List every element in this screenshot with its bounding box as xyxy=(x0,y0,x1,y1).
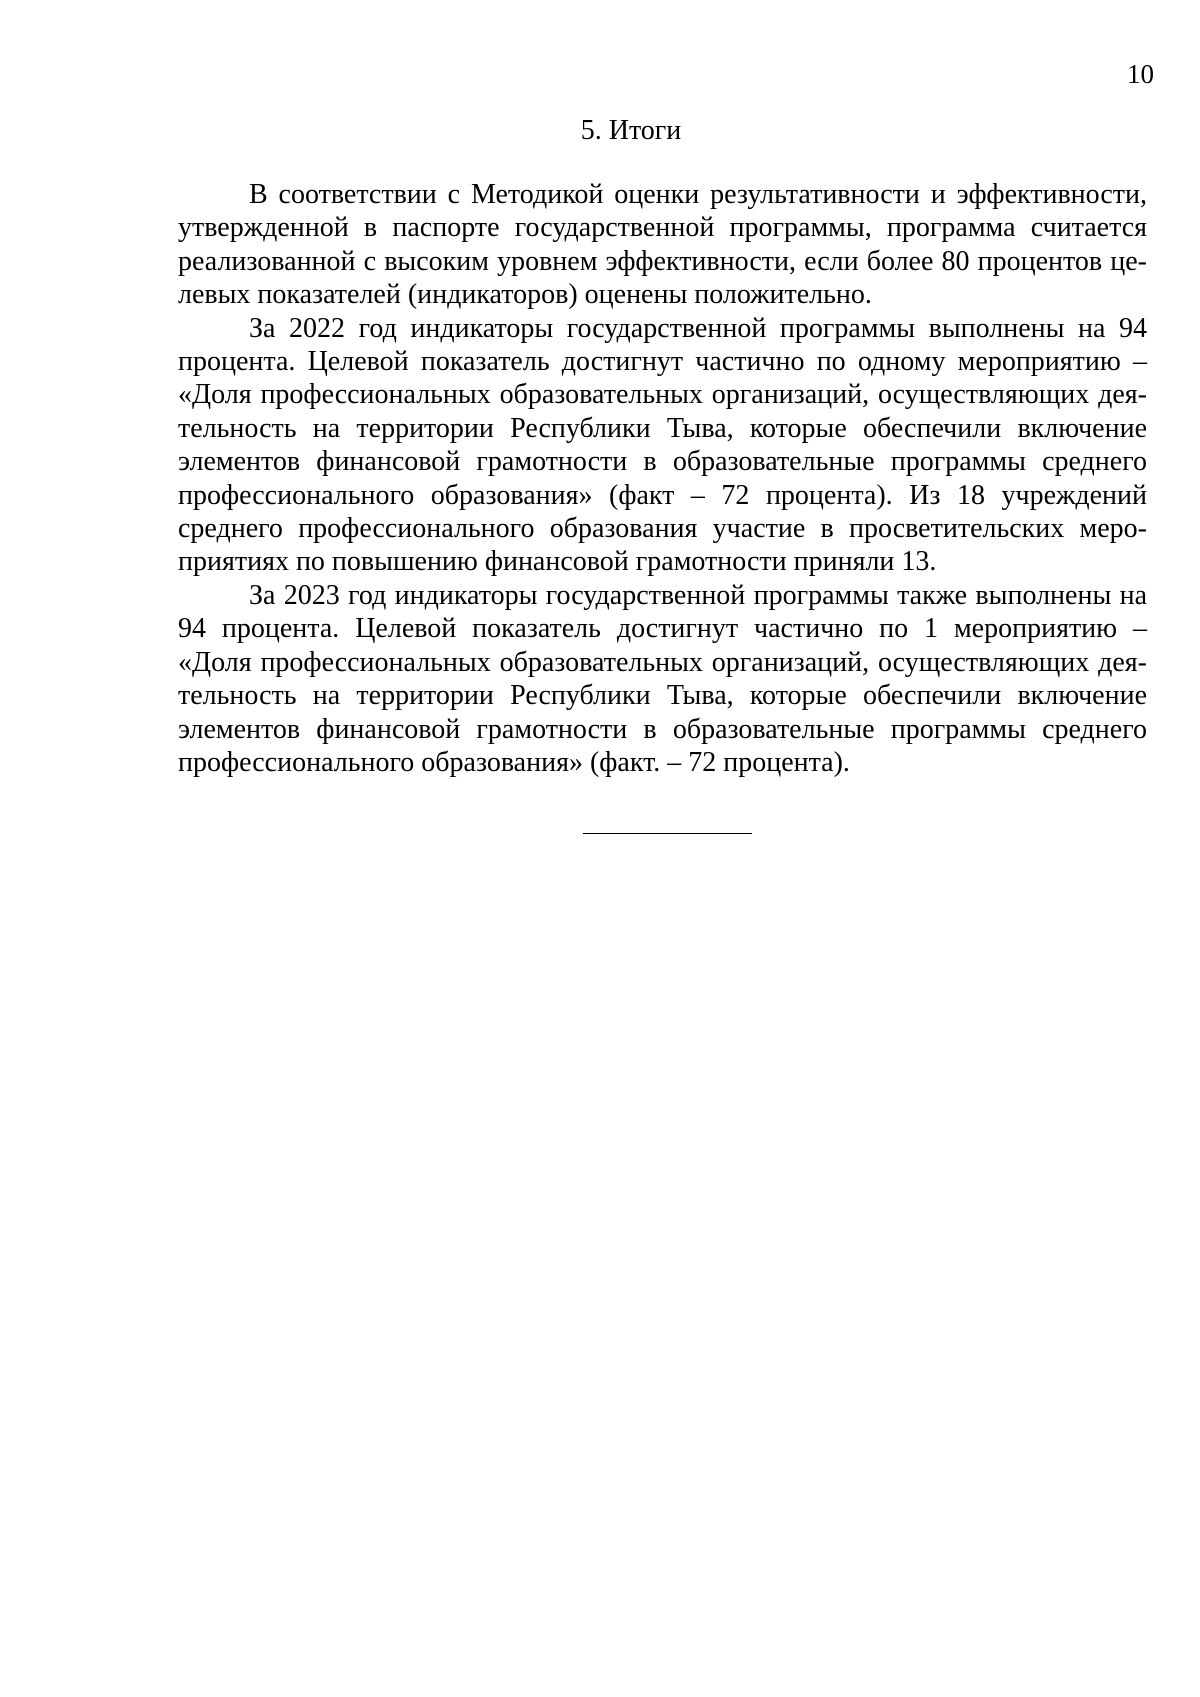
section-title: 5. Итоги xyxy=(580,115,682,146)
end-of-document-rule xyxy=(583,833,752,834)
paragraph-2022-results: За 2022 год индикаторы государственной программы выполнены на 94 процента. Целевой показатель достигнут частично по одному мероприятию – «Доля профессиональных образовательных организаций, осуществляющих деятельность на территории Республики Тыва, которые обеспечили включение элементов финансовой грамотности в образовательные программы среднего профессионального образования» (факт – 72 процента). Из 18 учреждений среднего профессионального образования участие в просветительских мероприятиях по повышению финансовой грамотности приняли 13. xyxy=(178,312,1147,578)
paragraph-2023-results: За 2023 год индикаторы государственной программы также выполнены на 94 процента. Целевой показатель достигнут частично по 1 мероприятию – «Доля профессиональных образовательных организаций, осуществляющих деятельность на территории Республики Тыва, которые обеспечили включение элементов финансовой грамотности в образовательные программы среднего профессионального образования» (факт. – 72 процента). xyxy=(178,579,1147,778)
paragraph-methodology: В соответствии с Методикой оценки результативности и эффективности, утвержденной в паспорте государственной программы, программа считается реализованной с высоким уровнем эффективности, если более 80 процентов целевых показателей (индикаторов) оценены положительно. xyxy=(178,179,1147,311)
page-number: 10 xyxy=(1127,59,1154,89)
section-body xyxy=(178,178,1147,779)
